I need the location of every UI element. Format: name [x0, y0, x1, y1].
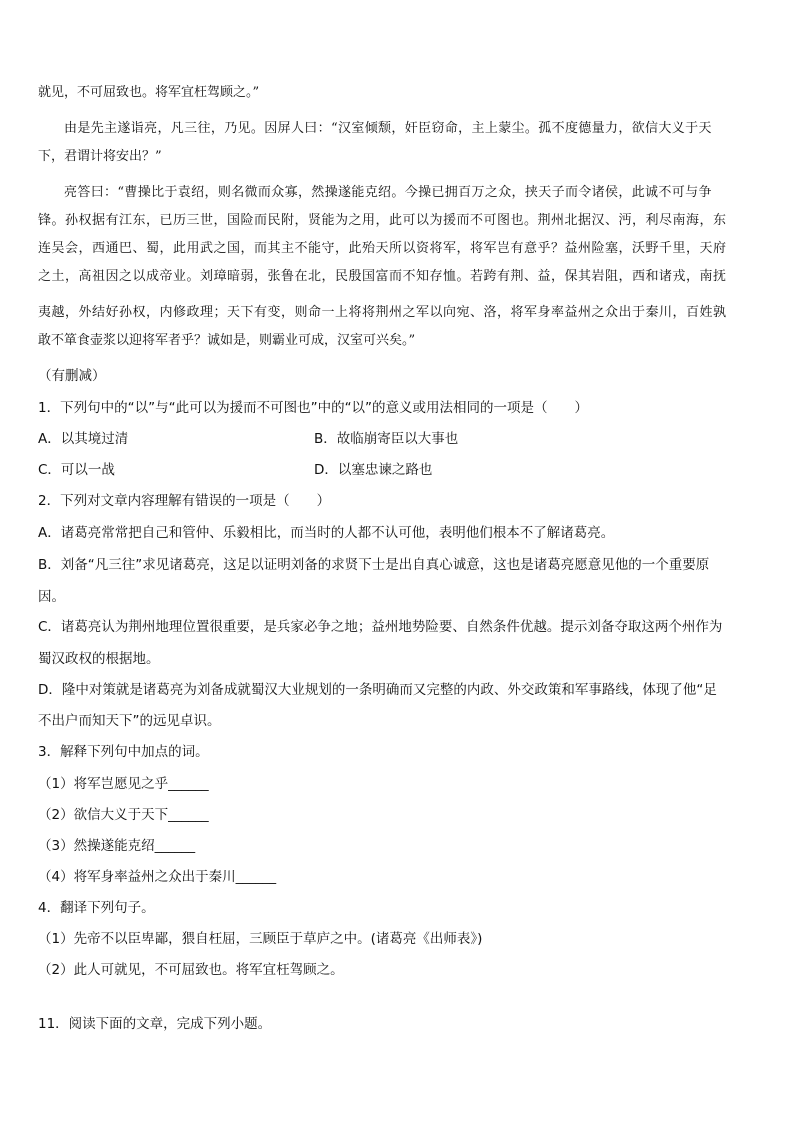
passage-line: 亮答曰：“曹操比于袁绍，则名微而众寡，然操遂能克绍。今操已拥百万之众，挟天子而令诸侯，此诚不可与争 [64, 185, 712, 200]
question-3-stem: 3．解释下列句中加点的词。 [38, 744, 209, 760]
question-3-item: （1）将军岂愿见之乎______ [38, 776, 209, 792]
passage-line: 之土，高祖因之以成帝业。刘璋暗弱，张鲁在北，民殷国富而不知存恤。若跨有荆、益，保其岩阻，西和诸戎，南抚 [38, 269, 727, 284]
question-11-stem: 11．阅读下面的文章，完成下列小题。 [38, 1016, 272, 1032]
question-2-option-d: D．隆中对策就是诸葛亮为刘备成就蜀汉大业规划的一条明确而又完整的内政、外交政策和军事路线，体现了他“足 [38, 682, 717, 698]
question-2-option-a: A．诸葛亮常常把自己和管仲、乐毅相比，而当时的人都不认可他，表明他们根本不了解诸葛亮。 [38, 525, 615, 541]
question-3-item: （2）欲信大义于天下______ [38, 807, 209, 823]
question-1-option-c: C．可以一战 [38, 462, 115, 478]
source-note: （有删减） [38, 368, 106, 384]
question-2-option-b-cont: 因。 [38, 589, 65, 605]
question-2-option-c-cont: 蜀汉政权的根据地。 [38, 651, 160, 667]
question-1-option-b: B．故临崩寄臣以大事也 [314, 431, 459, 447]
question-4-item: （2）此人可就见，不可屈致也。将军宜枉驾顾之。 [38, 962, 344, 978]
question-4-item: （1）先帝不以臣卑鄙，猥自枉屈，三顾臣于草庐之中。(诸葛亮《出师表》) [38, 931, 483, 947]
question-2-option-d-cont: 不出户而知天下”的远见卓识。 [38, 713, 221, 729]
question-2-stem: 2．下列对文章内容理解有错误的一项是（ ） [38, 493, 331, 509]
question-1-option-a: A．以其境过清 [38, 431, 129, 447]
passage-line: 下，君谓计将安出？” [38, 149, 162, 164]
question-1-option-d: D．以塞忠谏之路也 [314, 462, 433, 478]
passage-line: 就见，不可屈致也。将军宜枉驾顾之。” [38, 85, 260, 100]
passage-line: 锋。孙权据有江东，已历三世，国险而民附，贤能为之用，此可以为援而不可图也。荆州北据汉、沔，利尽南海，东 [38, 213, 727, 228]
passage-line: 连吴会，西通巴、蜀，此用武之国，而其主不能守，此殆天所以资将军，将军岂有意乎？益州险塞，沃野千里，天府 [38, 241, 727, 256]
passage-line: 敢不箪食壶浆以迎将军者乎？诚如是，则霸业可成，汉室可兴矣。” [38, 333, 416, 348]
question-2-option-c: C．诸葛亮认为荆州地理位置很重要，是兵家必争之地；益州地势险要、自然条件优越。提示刘备夺取这两个州作为 [38, 619, 723, 635]
passage-line: 夷越，外结好孙权，内修政理；天下有变，则命一上将将荆州之军以向宛、洛，将军身率益州之众出于秦川，百姓孰 [38, 305, 727, 320]
question-2-option-b: B．刘备“凡三往”求见诸葛亮，这足以证明刘备的求贤下士是出自真心诚意，这也是诸葛亮愿意见他的一个重要原 [38, 557, 710, 573]
question-4-stem: 4．翻译下列句子。 [38, 900, 155, 916]
question-1-stem: 1．下列句中的“以”与“此可以为援而不可图也”中的“以”的意义或用法相同的一项是（ ） [38, 400, 589, 416]
passage-line: 由是先主遂诣亮，凡三往，乃见。因屏人曰：“汉室倾颓，奸臣窃命，主上蒙尘。孤不度德量力，欲信大义于天 [64, 121, 712, 136]
question-3-item: （4）将军身率益州之众出于秦川______ [38, 869, 277, 885]
question-3-item: （3）然操遂能克绍______ [38, 838, 196, 854]
